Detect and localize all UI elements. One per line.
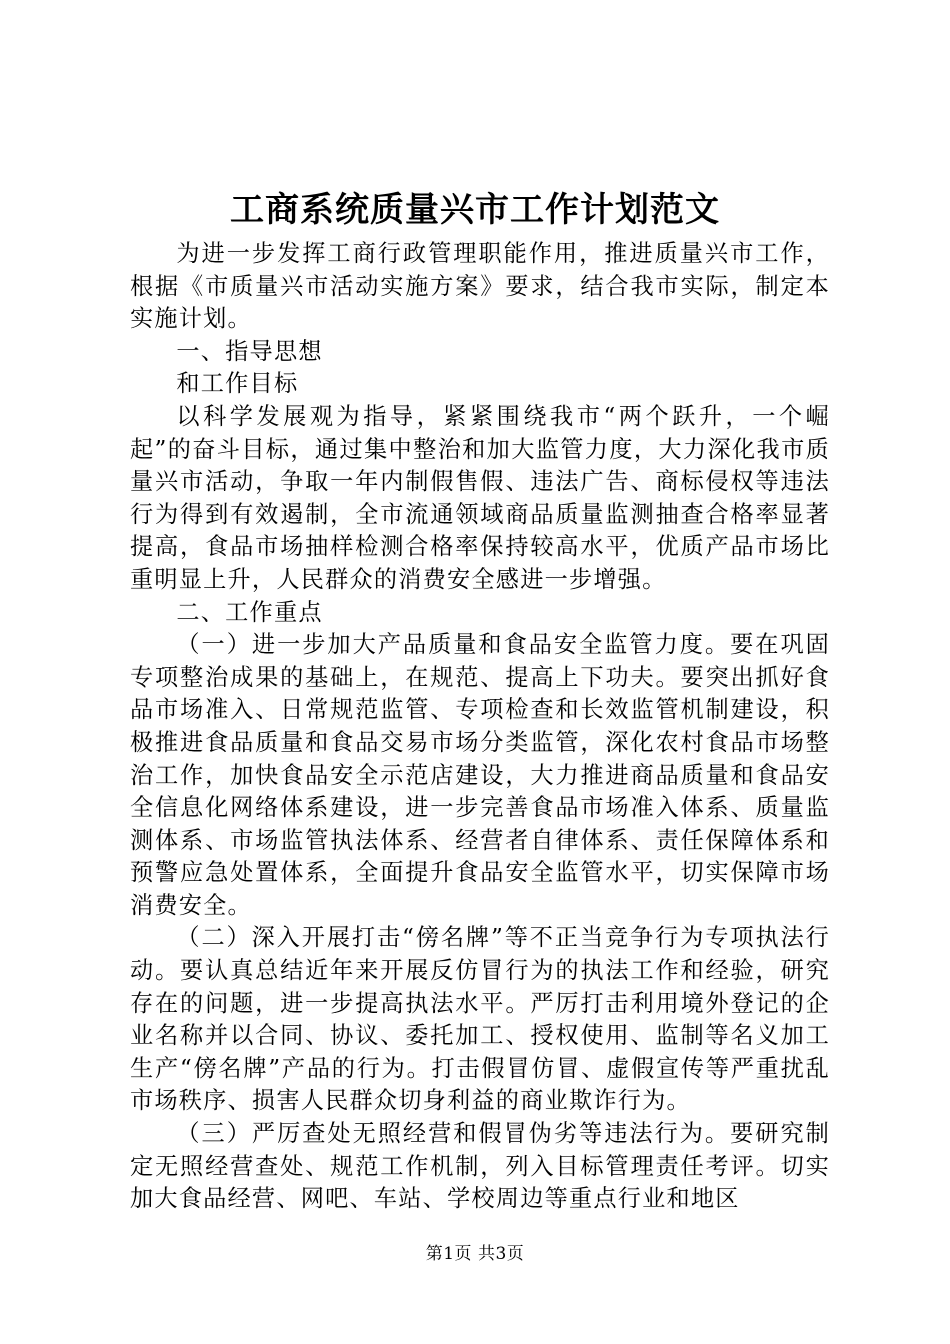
section-heading-guiding-ideology: 一、指导思想 [176, 337, 323, 365]
section-heading-work-priorities: 二、工作重点 [176, 598, 323, 626]
document-body [130, 238, 830, 1216]
document-title: 工商系统质量兴市工作计划范文 [230, 190, 720, 230]
page-footer: 第1页 共3页 [425, 1244, 525, 1264]
goals-paragraph: 以科学发展观为指导，紧紧围绕我市“两个跃升，一个崛起”的奋斗目标，通过集中整治和加大监管力度，大力深化我市质量兴市活动，争取一年内制假售假、违法广告、商标侵权等违法行为得到有效遏制，全市流通领域商品质量监测抽查合格率显著提高，食品市场抽样检测合格率保持较高水平，优质产品市场比重明显上升，人民群众的消费安全感进一步增强。 [130, 402, 830, 593]
section-heading-work-goals: 和工作目标 [176, 370, 299, 398]
intro-paragraph: 为进一步发挥工商行政管理职能作用，推进质量兴市工作，根据《市质量兴市活动实施方案》要求，结合我市实际，制定本实施计划。 [130, 240, 830, 333]
priority-paragraph-2: （二）深入开展打击“傍名牌”等不正当竞争行为专项执法行动。要认真总结近年来开展反仿冒行为的执法工作和经验，研究存在的问题，进一步提高执法水平。严厉打击利用境外登记的企业名称并以合同、协议、委托加工、授权使用、监制等名义加工生产“傍名牌”产品的行为。打击假冒仿冒、虚假宣传等严重扰乱市场秩序、损害人民群众切身利益的商业欺诈行为。 [130, 924, 830, 1115]
priority-paragraph-3: （三）严厉查处无照经营和假冒伪劣等违法行为。要研究制定无照经营查处、规范工作机制，列入目标管理责任考评。切实加大食品经营、网吧、车站、学校周边等重点行业和地区 [130, 1120, 830, 1213]
priority-paragraph-1: （一）进一步加大产品质量和食品安全监管力度。要在巩固专项整治成果的基础上，在规范、提高上下功夫。要突出抓好食品市场准入、日常规范监管、专项检查和长效监管机制建设，积极推进食品质量和食品交易市场分类监管，深化农村食品市场整治工作，加快食品安全示范店建设，大力推进商品质量和食品安全信息化网络体系建设，进一步完善食品市场准入体系、质量监测体系、市场监管执法体系、经营者自律体系、责任保障体系和预警应急处置体系，全面提升食品安全监管水平，切实保障市场消费安全。 [130, 631, 830, 919]
